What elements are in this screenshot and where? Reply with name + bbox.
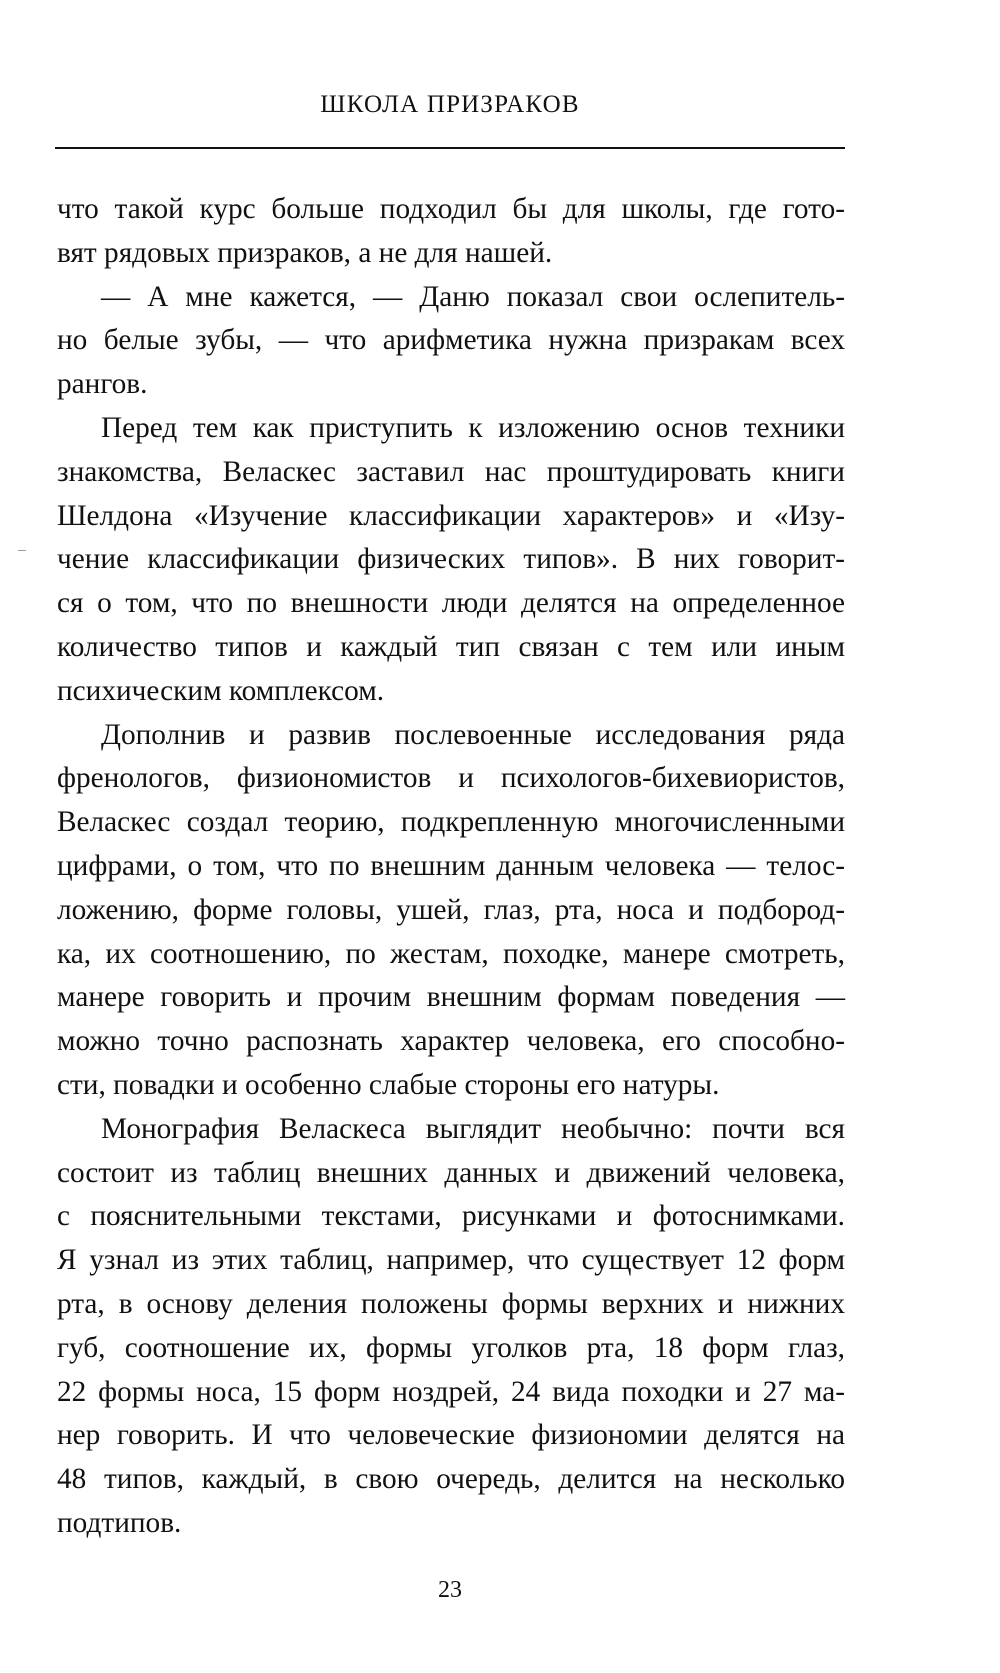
margin-mark [18,550,26,551]
text-line: но белые зубы, — что арифметика нужна призракам всех [57,324,845,357]
text-line: с пояснительными текстами, рисунками и фотоснимками. [57,1200,845,1233]
text-line: количество типов и каждый тип связан с тем или иным [57,630,845,663]
paragraph [57,407,845,714]
paragraph [57,276,845,407]
text-line: чение классификации физических типов». В них говорит- [57,543,845,576]
text-line: знакомства, Веласкес заставил нас проштудировать книги [57,455,845,488]
text-line: френологов, физиономистов и психологов-бихевиористов, [57,762,845,795]
text-line: подтипов. [57,1506,182,1539]
text-line: — А мне кажется, — Даню показал свои ослепитель- [101,280,845,313]
text-line: вят рядовых призраков, а не для нашей. [57,236,553,269]
running-head-title: ШКОЛА ПРИЗРАКОВ [320,91,580,118]
text-line: рта, в основу деления положены формы верхних и нижних [57,1287,845,1320]
text-line: рангов. [57,368,148,401]
text-line: Шелдона «Изучение классификации характеров» и «Изу- [57,499,845,532]
text-line: цифрами, о том, что по внешним данным человека — телос- [57,849,845,882]
text-line: губ, соотношение их, формы уголков рта, 18 форм глаз, [57,1331,845,1364]
paragraph [57,714,845,1108]
text-line: психическим комплексом. [57,674,385,707]
body-text [57,188,845,1546]
text-line: Монография Веласкеса выглядит необычно: почти вся [101,1112,845,1145]
text-line: 22 формы носа, 15 форм ноздрей, 24 вида походки и 27 ма- [57,1375,845,1408]
text-line: состоит из таблиц внешних данных и движений человека, [57,1156,845,1189]
text-line: манере говорить и прочим внешним формам поведения — [57,981,845,1014]
text-line: можно точно распознать характер человека, его способно- [57,1025,845,1058]
page-number: 23 [438,1577,462,1603]
text-line: ся о том, что по внешности люди делятся на определенное [57,587,845,620]
text-line: сти, повадки и особенно слабые стороны его натуры. [57,1068,720,1101]
text-line: ложению, форме головы, ушей, глаз, рта, носа и подбород- [57,893,845,926]
paragraph [57,1108,845,1546]
text-line: что такой курс больше подходил бы для школы, где гото- [57,193,845,225]
text-line: 48 типов, каждый, в свою очередь, делится на несколько [57,1463,845,1496]
text-line: нер говорить. И что человеческие физиономии делятся на [57,1419,845,1452]
text-line: ка, их соотношению, по жестам, походке, манере смотреть, [57,937,845,970]
paragraph [57,188,845,276]
text-line: Я узнал из этих таблиц, например, что существует 12 форм [57,1244,845,1277]
text-line: Веласкес создал теорию, подкрепленную многочисленными [57,806,845,839]
text-line: Перед тем как приступить к изложению основ техники [101,411,845,444]
text-line: Дополнив и развив послевоенные исследования ряда [101,718,845,751]
header-rule [55,147,845,149]
